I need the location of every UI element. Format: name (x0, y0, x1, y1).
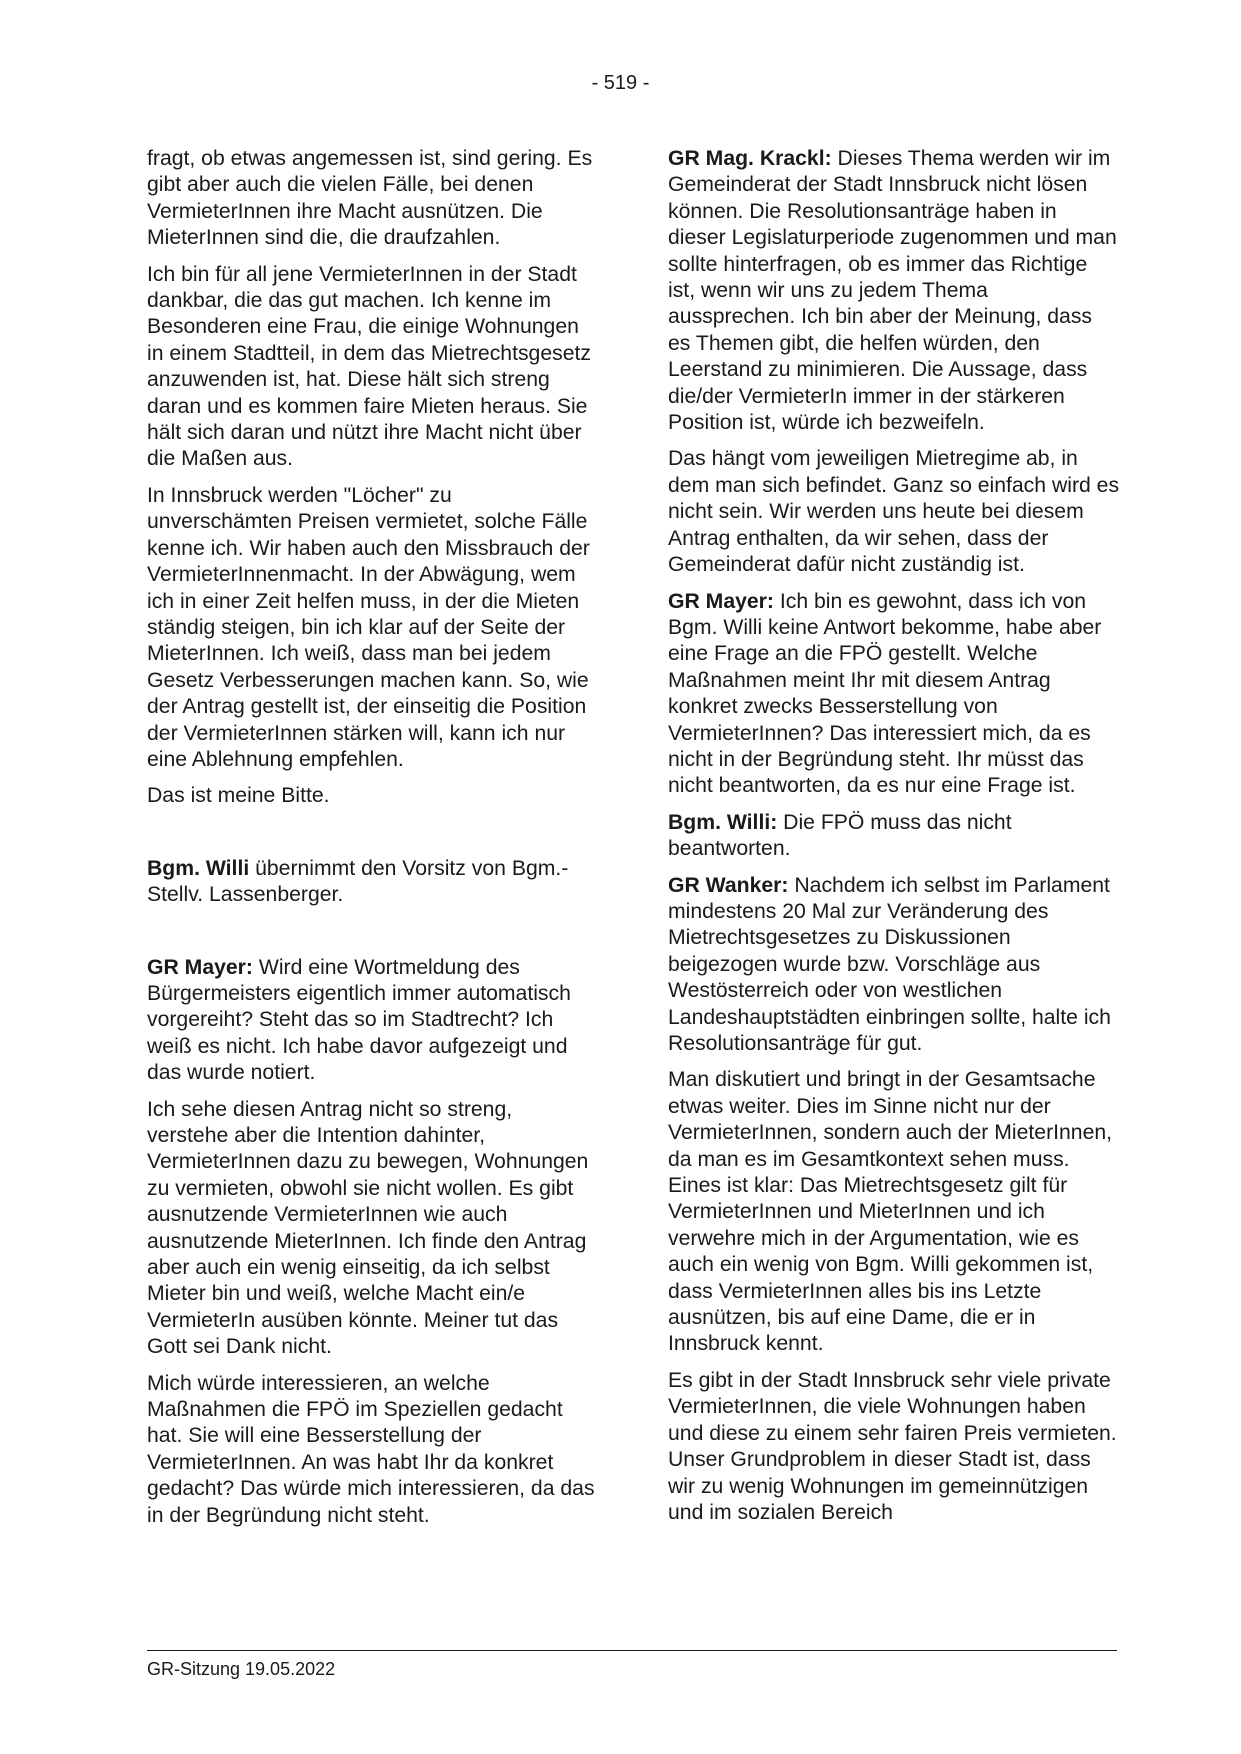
speaker-name: GR Wanker: (668, 873, 789, 897)
speaker-name: GR Mayer: (668, 589, 774, 613)
left-column (147, 146, 599, 1539)
paragraph-text: Die FPÖ muss das nicht beantworten. (668, 810, 1012, 861)
paragraph (147, 1371, 599, 1529)
paragraph-text: Das ist meine Bitte. (147, 784, 330, 808)
paragraph-text: fragt, ob etwas angemessen ist, sind gering. Es gibt aber auch die vielen Fälle, bei denen VermieterInnen ihre Macht ausnützen. Die MieterInnen sind die, die draufzahlen. (147, 147, 593, 250)
paragraph-text: Wird eine Wortmeldung des Bürgermeisters eigentlich immer automatisch vorgereiht? Steht das so im Stadtrecht? Ich weiß es nicht. Ich habe davor aufgezeigt und das wurde notiert. (147, 955, 571, 1085)
paragraph-text: In Innsbruck werden "Löcher" zu unverschämten Preisen vermietet, solche Fälle kenne ich. Wir haben auch den Missbrauch der VermieterInnenmacht. In der Abwägung, wem ich in einer Zeit helfen muss, in der die Mieten ständig steigen, bin ich klar auf der Seite der MieterInnen. Ich weiß, dass man bei jedem Gesetz Verbesserungen machen kann. So, wie der Antrag gestellt ist, der einseitig die Position der VermieterInnen stärken will, kann ich nur eine Ablehnung empfehlen. (147, 483, 590, 771)
paragraph-text: Es gibt in der Stadt Innsbruck sehr viele private VermieterInnen, die viele Wohnungen haben und diese zu einem sehr fairen Preis vermieten. Unser Grundproblem in dieser Stadt ist, dass wir zu wenig Wohnungen im gemeinnützigen und im sozialen Bereich (668, 1368, 1117, 1524)
footer-divider (147, 1650, 1117, 1651)
paragraph-text: Nachdem ich selbst im Parlament mindestens 20 Mal zur Veränderung des Mietrechtsgesetzes zu Diskussionen beigezogen wurde bzw. Vorschläge aus Westösterreich oder von westlichen Landeshauptstädten einbringen sollte, halte ich Resolutionsanträge für gut. (668, 873, 1111, 1055)
paragraph (668, 1368, 1120, 1526)
paragraph (668, 810, 1120, 863)
paragraph-text: Mich würde interessieren, an welche Maßnahmen die FPÖ im Speziellen gedacht hat. Sie will eine Besserstellung der VermieterInnen. An was habt Ihr da konkret gedacht? Das würde mich interessieren, da das in der Begründung nicht steht. (147, 1371, 595, 1527)
paragraph-text: übernimmt den Vorsitz von Bgm.-Stellv. Lassenberger. (147, 856, 569, 907)
paragraph-text: Ich sehe diesen Antrag nicht so streng, verstehe aber die Intention dahinter, VermieterInnen dazu zu bewegen, Wohnungen zu vermieten, obwohl sie nicht wollen. Es gibt ausnutzende VermieterInnen wie auch ausnutzende MieterInnen. Ich finde den Antrag aber auch ein wenig einseitig, da ich selbst Mieter bin und weiß, welche Macht ein/e VermieterIn ausüben könnte. Meiner tut das Gott sei Dank nicht. (147, 1097, 589, 1359)
paragraph (668, 446, 1120, 578)
paragraph (668, 873, 1120, 1058)
footer-session-date: GR-Sitzung 19.05.2022 (147, 1659, 336, 1679)
paragraph-text: Das hängt vom jeweiligen Mietregime ab, in dem man sich befindet. Ganz so einfach wird es nicht sein. Wir werden uns heute bei diesem Antrag enthalten, da wir sehen, dass der Gemeinderat dafür nicht zuständig ist. (668, 447, 1120, 577)
paragraph (147, 856, 599, 909)
paragraph (147, 955, 599, 1087)
page-number: - 519 - (591, 72, 650, 94)
paragraph (147, 483, 599, 773)
paragraph-text: Ich bin es gewohnt, dass ich von Bgm. Willi keine Antwort bekomme, habe aber eine Frage an die FPÖ gestellt. Welche Maßnahmen meint Ihr mit diesem Antrag konkret zwecks Besserstellung von VermieterInnen? Das interessiert mich, da es nicht in der Begründung steht. Ihr müsst das nicht beantworten, da es nur eine Frage ist. (668, 589, 1102, 798)
speaker-name: GR Mayer: (147, 955, 253, 979)
paragraph (668, 146, 1120, 436)
right-column (668, 146, 1120, 1536)
paragraph-text: Man diskutiert und bringt in der Gesamtsache etwas weiter. Dies im Sinne nicht nur der VermieterInnen, sondern auch der MieterInnen, da man es im Gesamtkontext sehen muss. Eines ist klar: Das Mietrechtsgesetz gilt für VermieterInnen und MieterInnen und ich verwehre mich in der Argumentation, wie es auch ein wenig von Bgm. Willi gekommen ist, dass VermieterInnen alles bis ins Letzte ausnützen, bis auf eine Dame, die er in Innsbruck kennt. (668, 1068, 1113, 1356)
paragraph-text: Ich bin für all jene VermieterInnen in der Stadt dankbar, die das gut machen. Ich kenne im Besonderen eine Frau, die einige Wohnungen in einem Stadtteil, in dem das Mietrechtsgesetz anzuwenden ist, hat. Diese hält sich streng daran und es kommen faire Mieten heraus. Sie hält sich daran und nützt ihre Macht nicht über die Maßen aus. (147, 262, 591, 471)
paragraph (668, 589, 1120, 800)
speaker-name: GR Mag. Krackl: (668, 147, 832, 170)
paragraph-text: Dieses Thema werden wir im Gemeinderat der Stadt Innsbruck nicht lösen können. Die Resolutionsanträge haben in dieser Legislaturperiode zugenommen und man sollte hinterfragen, ob es immer das Richtige ist, wenn wir uns zu jedem Thema aussprechen. Ich bin aber der Meinung, dass es Themen gibt, die helfen würden, den Leerstand zu minimieren. Die Aussage, dass die/der VermieterIn immer in der stärkeren Position ist, würde ich bezweifeln. (668, 147, 1117, 435)
paragraph (147, 783, 599, 809)
paragraph (147, 146, 599, 252)
paragraph (668, 1067, 1120, 1357)
speaker-name: Bgm. Willi (147, 856, 250, 880)
paragraph (147, 1097, 599, 1361)
speaker-name: Bgm. Willi: (668, 810, 778, 834)
paragraph (147, 262, 599, 473)
